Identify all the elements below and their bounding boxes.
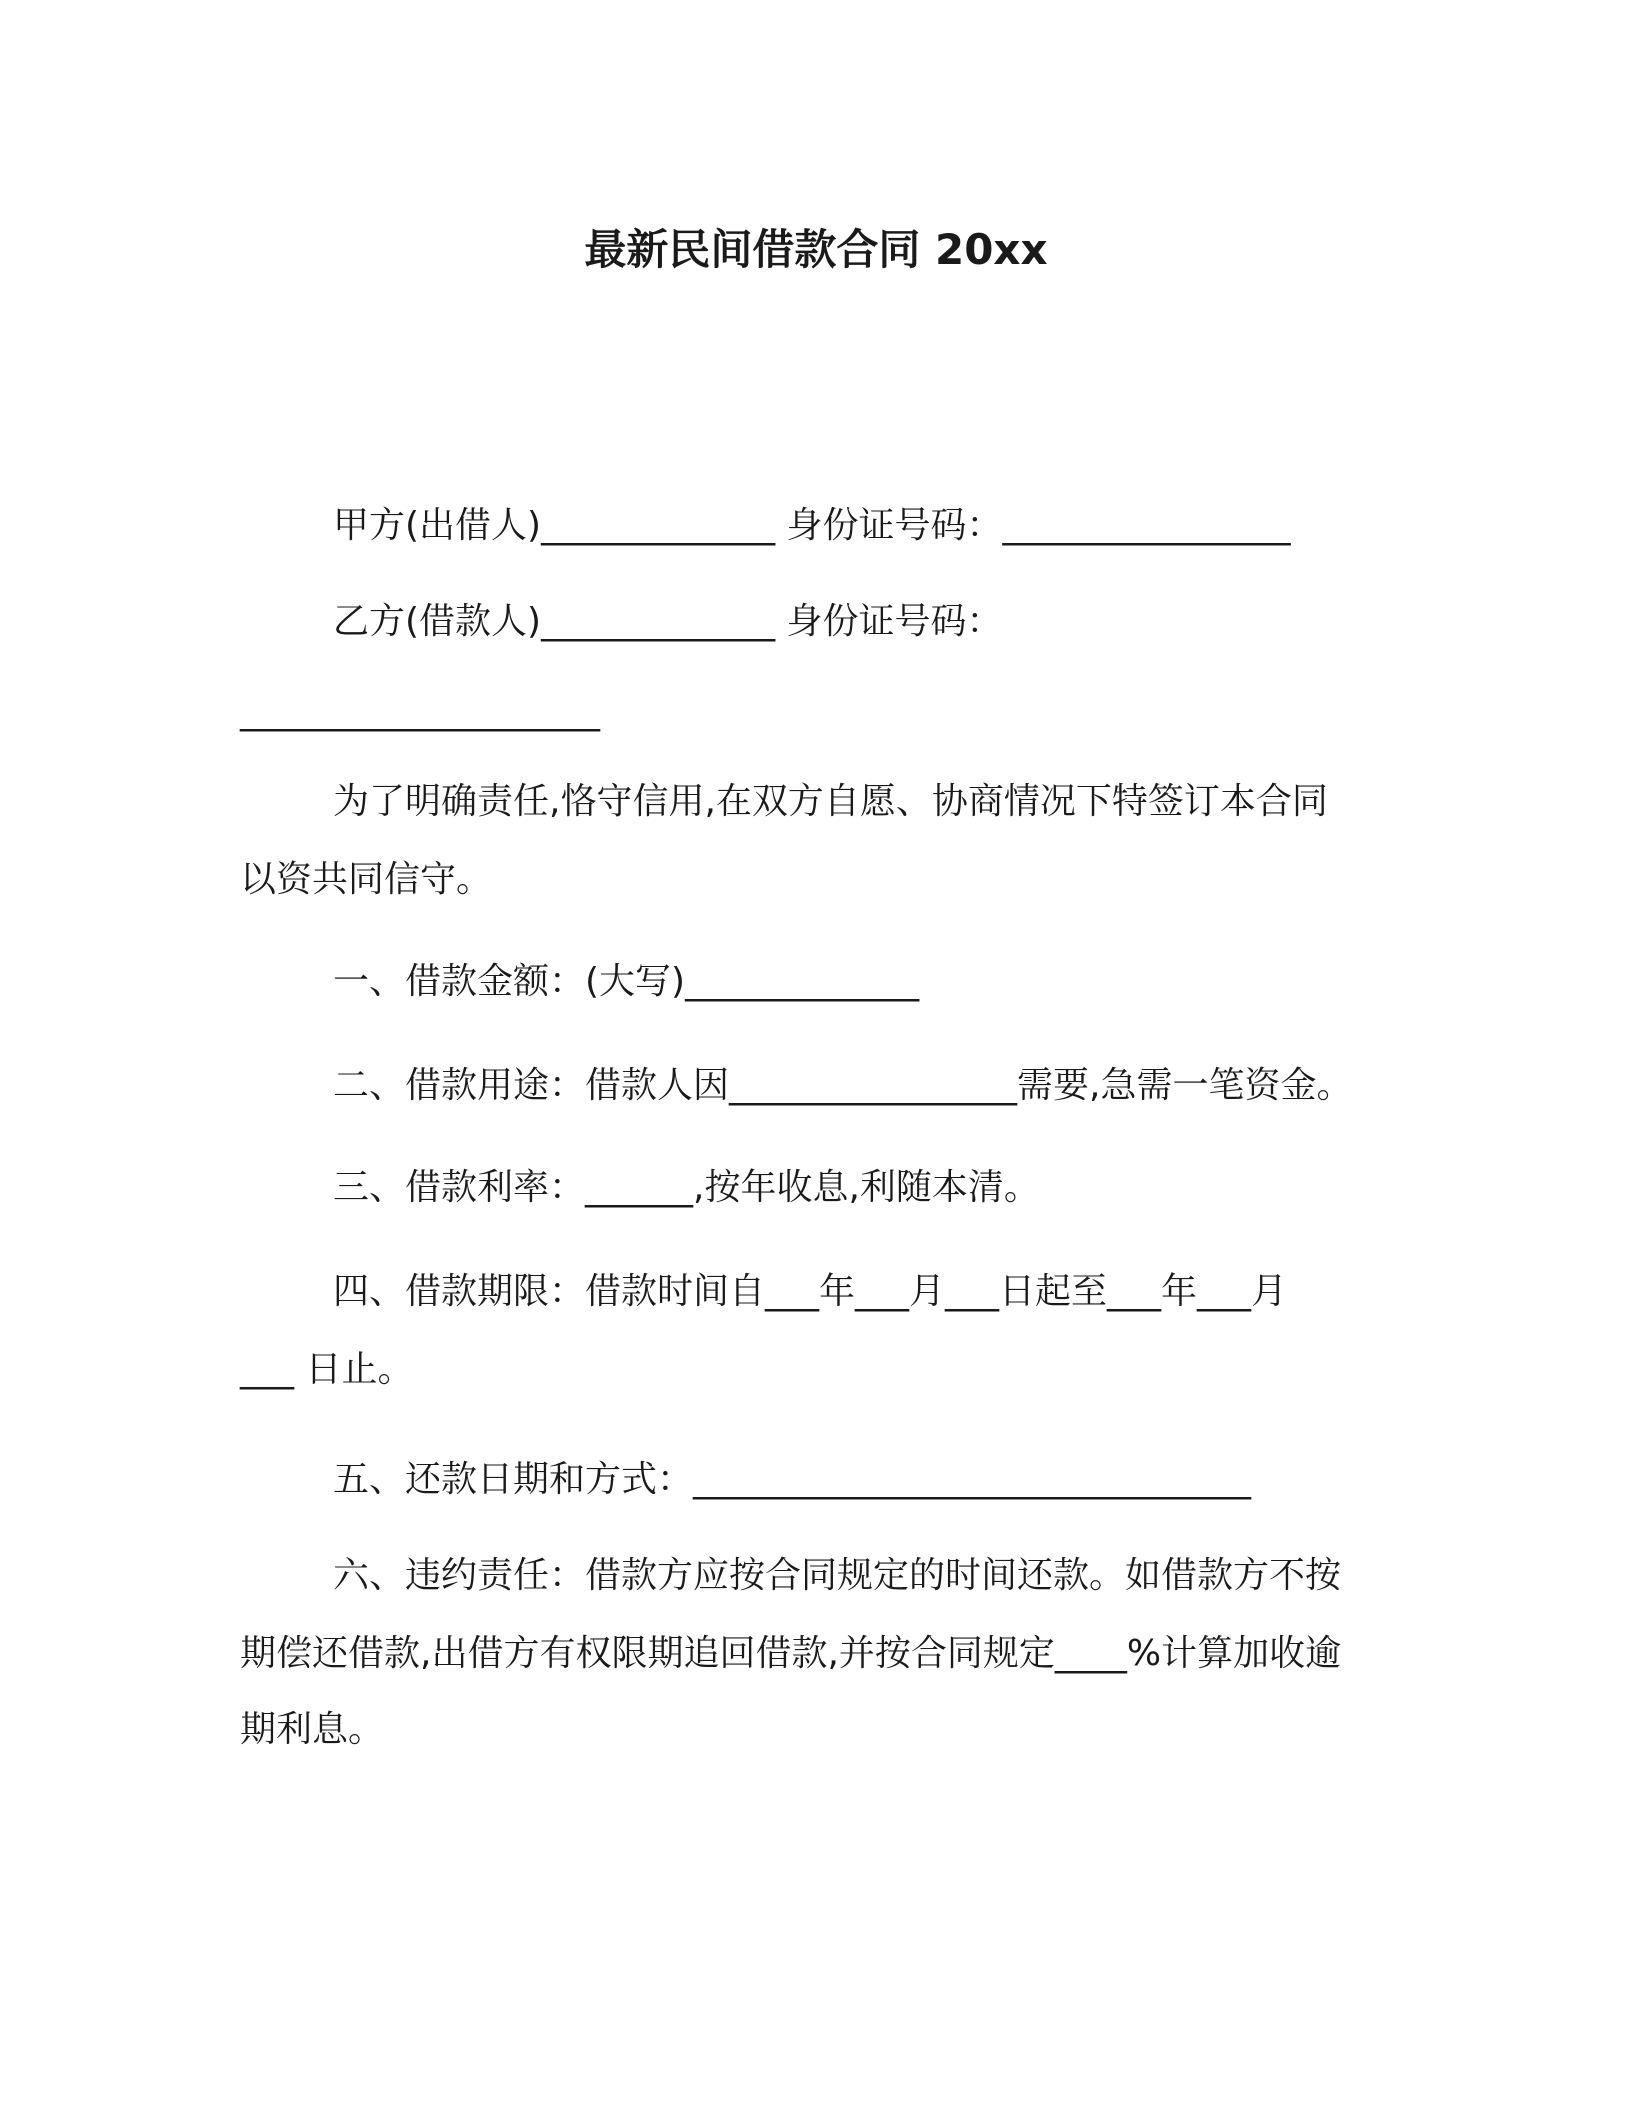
- clause-1-amount: 一、借款金额：(大写)_____________: [333, 961, 920, 1002]
- document-title: 最新民间借款合同 20xx: [584, 225, 1048, 274]
- clause-5-repayment: 五、还款日期和方式：_______________________________: [333, 1459, 1252, 1500]
- clause-6-breach-line-1: 六、违约责任：借款方应按合同规定的时间还款。如借款方不按: [333, 1555, 1342, 1596]
- clause-2-purpose: 二、借款用途：借款人因________________需要,急需一笔资金。: [333, 1065, 1353, 1106]
- clause-6-breach-line-2: 期偿还借款,出借方有权限期追回借款,并按合同规定____%计算加收逾: [240, 1633, 1342, 1674]
- preamble-line-1: 为了明确责任,恪守信用,在双方自愿、协商情况下特签订本合同: [333, 781, 1328, 822]
- clause-3-rate: 三、借款利率：______,按年收息,利随本清。: [333, 1167, 1040, 1208]
- party-b-id-blank: ____________________: [240, 691, 600, 732]
- party-b-line: 乙方(借款人)_____________ 身份证号码：: [333, 601, 1003, 642]
- clause-4-term-line-1: 四、借款期限：借款时间自___年___月___日起至___年___月: [333, 1271, 1288, 1312]
- clause-6-breach-line-3: 期利息。: [240, 1709, 385, 1750]
- party-a-line: 甲方(出借人)_____________ 身份证号码：________________: [333, 505, 1291, 546]
- clause-4-term-line-2: ___ 日止。: [240, 1349, 414, 1390]
- preamble-line-2: 以资共同信守。: [240, 859, 493, 900]
